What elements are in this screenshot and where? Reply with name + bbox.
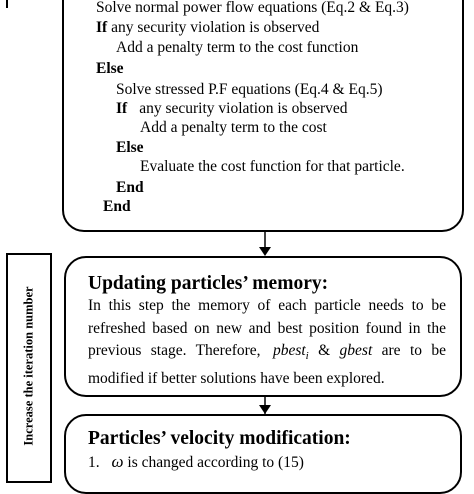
if-keyword: If xyxy=(116,100,128,117)
pbest-symbol: pbest$_i$ xyxy=(272,342,309,363)
velocity-item-1: 1. ω is changed according to (15) xyxy=(88,452,304,471)
pseudo-evaluate-cost: Evaluate the cost function for that particle. xyxy=(140,158,405,175)
pseudo-else-1: Else xyxy=(96,60,124,77)
pseudo-end-outer: End xyxy=(103,198,131,215)
pseudo-end-inner: End xyxy=(116,179,144,196)
pseudo-solve-stressed: Solve stressed P.F equations (Eq.4 & Eq.5) xyxy=(116,81,383,98)
pseudo-line-solve-normal: Solve normal power flow equations (Eq.2 & Eq.3) xyxy=(96,0,409,16)
arrowhead-to-memory xyxy=(259,247,271,256)
pseudo-if-violation-1: If any security violation is observed xyxy=(96,19,320,36)
arrowhead-to-velocity xyxy=(259,405,271,414)
pseudo-if-violation-2: If any security violation is observed xyxy=(116,100,348,117)
omega-symbol: ω xyxy=(111,452,124,471)
pseudo-add-penalty-2: Add a penalty term to the cost xyxy=(140,119,327,136)
velocity-box-title: Particles’ velocity modification: xyxy=(88,428,351,449)
pseudo-else-2: Else xyxy=(116,139,144,156)
pseudo-add-penalty-1: Add a penalty term to the cost function xyxy=(116,39,359,56)
memory-box-title: Updating particles’ memory: xyxy=(88,273,329,294)
if-keyword: If xyxy=(96,19,108,36)
gbest-symbol: gbest xyxy=(339,342,373,359)
side-label-increase-iteration: Increase the iteration number xyxy=(21,286,36,446)
memory-box-text: In this step the memory of each particle needs to be refreshed based on new and best position found in the previous stage. Therefore, pbest$_i$ & gbest are to be modified if better solutions have been explored. xyxy=(88,297,447,387)
